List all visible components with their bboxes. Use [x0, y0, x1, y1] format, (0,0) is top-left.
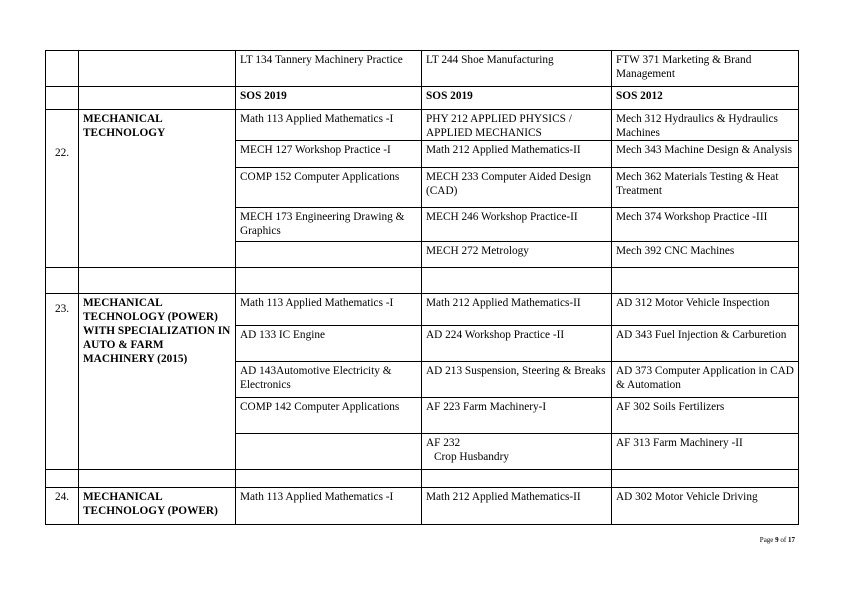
- course-cell: MECH 272 Metrology: [422, 242, 612, 268]
- course-cell: MECH 173 Engineering Drawing & Graphics: [236, 208, 422, 242]
- course-cell: AD 224 Workshop Practice -II: [422, 326, 612, 362]
- table-row: [46, 294, 799, 326]
- course-cell: [422, 434, 612, 470]
- course-cell: LT 244 Shoe Manufacturing: [422, 51, 612, 87]
- spacer-row: [46, 268, 799, 294]
- serial-cell: [46, 51, 79, 87]
- table-row: [46, 87, 799, 110]
- scheme-header: SOS 2019: [236, 87, 422, 110]
- table-row: [46, 110, 799, 141]
- course-cell: AD 373 Computer Application in CAD & Automation: [612, 362, 799, 398]
- course-cell: Mech 392 CNC Machines: [612, 242, 799, 268]
- course-cell: MECH 233 Computer Aided Design (CAD): [422, 168, 612, 208]
- program-cell: [79, 51, 236, 87]
- course-cell: Mech 374 Workshop Practice -III: [612, 208, 799, 242]
- course-cell: PHY 212 APPLIED PHYSICS / APPLIED MECHANICS: [422, 110, 612, 141]
- course-cell: COMP 142 Computer Applications: [236, 398, 422, 434]
- course-cell: AF 302 Soils Fertilizers: [612, 398, 799, 434]
- serial-number: 22.: [46, 110, 79, 268]
- course-cell: Math 113 Applied Mathematics -I: [236, 294, 422, 326]
- page-number: Page 9 of 17: [759, 536, 795, 544]
- scheme-header: SOS 2012: [612, 87, 799, 110]
- course-code: AF 232: [426, 437, 461, 449]
- serial-number: 24.: [46, 488, 79, 525]
- course-cell: AF 223 Farm Machinery-I: [422, 398, 612, 434]
- course-cell: AD 343 Fuel Injection & Carburetion: [612, 326, 799, 362]
- course-cell: AD 312 Motor Vehicle Inspection: [612, 294, 799, 326]
- course-cell: Math 212 Applied Mathematics-II: [422, 141, 612, 168]
- course-cell: MECH 246 Workshop Practice-II: [422, 208, 612, 242]
- course-cell: Math 113 Applied Mathematics -I: [236, 488, 422, 525]
- table-row: [46, 51, 799, 87]
- course-cell: FTW 371 Marketing & Brand Management: [612, 51, 799, 87]
- course-cell: AD 213 Suspension, Steering & Breaks: [422, 362, 612, 398]
- course-cell: AD 302 Motor Vehicle Driving: [612, 488, 799, 525]
- program-name: MECHANICAL TECHNOLOGY (POWER): [79, 488, 236, 525]
- program-cell: [79, 87, 236, 110]
- course-cell: COMP 152 Computer Applications: [236, 168, 422, 208]
- program-name: MECHANICAL TECHNOLOGY (POWER) WITH SPECIALIZATION IN AUTO & FARM MACHINERY (2015): [79, 294, 236, 470]
- program-name: MECHANICAL TECHNOLOGY: [79, 110, 236, 268]
- spacer-row: [46, 470, 799, 488]
- course-cell: Mech 312 Hydraulics & Hydraulics Machines: [612, 110, 799, 141]
- course-cell: AD 143Automotive Electricity & Electronics: [236, 362, 422, 398]
- course-cell: [236, 434, 422, 470]
- course-cell: Mech 343 Machine Design & Analysis: [612, 141, 799, 168]
- course-cell: AD 133 IC Engine: [236, 326, 422, 362]
- course-title: Crop Husbandry: [434, 451, 509, 463]
- course-cell: AF 313 Farm Machinery -II: [612, 434, 799, 470]
- course-cell: [236, 242, 422, 268]
- course-cell: Math 212 Applied Mathematics-II: [422, 488, 612, 525]
- serial-cell: [46, 87, 79, 110]
- course-cell: Math 212 Applied Mathematics-II: [422, 294, 612, 326]
- course-cell: Math 113 Applied Mathematics -I: [236, 110, 422, 141]
- course-table: [45, 50, 799, 525]
- course-cell: Mech 362 Materials Testing & Heat Treatment: [612, 168, 799, 208]
- course-cell: LT 134 Tannery Machinery Practice: [236, 51, 422, 87]
- course-cell: MECH 127 Workshop Practice -I: [236, 141, 422, 168]
- scheme-header: SOS 2019: [422, 87, 612, 110]
- serial-number: 23.: [46, 294, 79, 470]
- table-row: [46, 488, 799, 525]
